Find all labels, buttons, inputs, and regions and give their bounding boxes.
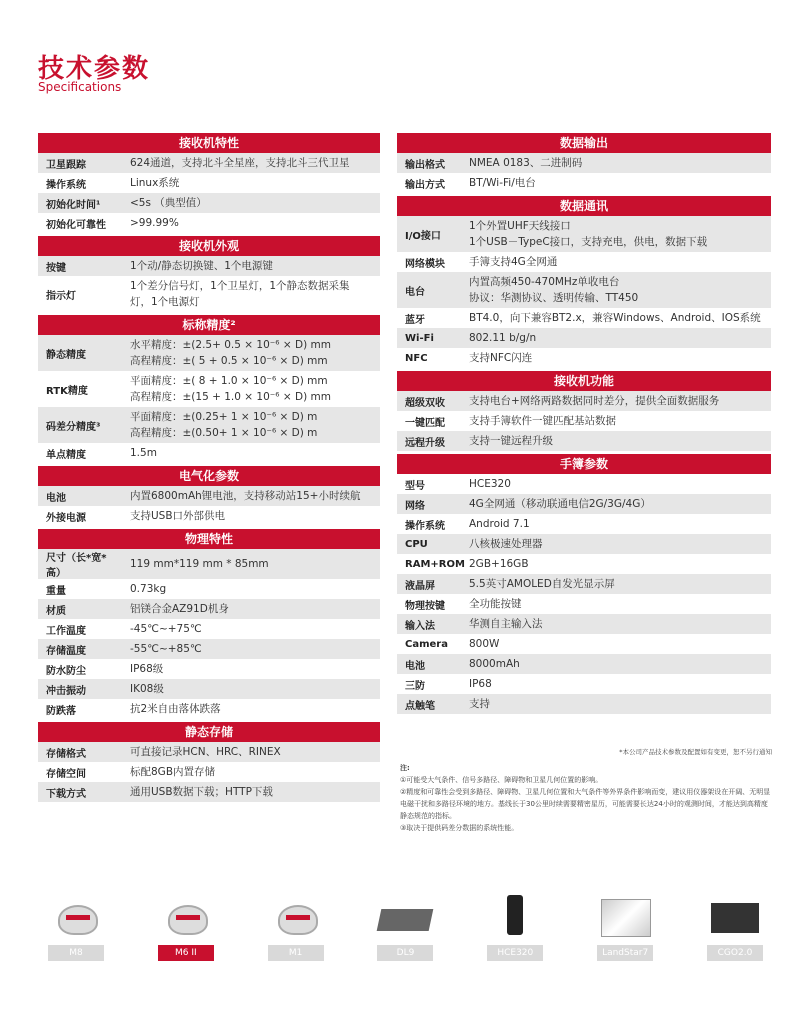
- spec-value: [120, 659, 380, 679]
- spec-value: [459, 216, 771, 252]
- spec-key: 电台: [405, 286, 425, 298]
- spec-value: [120, 619, 380, 639]
- spec-value: [120, 193, 380, 213]
- spec-key: Wi-Fi: [405, 332, 434, 344]
- spec-value-line: BT/Wi-Fi/电台: [469, 177, 536, 189]
- spec-value: [120, 554, 380, 574]
- section-header: 接收机外观: [38, 236, 380, 256]
- disclaimer: *本公司产品技术参数及配置如有变更，恕不另行通知: [619, 748, 772, 756]
- spec-value-line: 5.5英寸AMOLED自发光显示屏: [469, 578, 615, 590]
- spec-value-line: IP68级: [130, 663, 164, 675]
- spec-key: 型号: [405, 480, 425, 492]
- spec-value: [459, 694, 771, 714]
- product-card: [258, 895, 334, 970]
- spec-value-line: 1个USB－TypeC接口，支持充电，供电，数据下载: [469, 236, 708, 248]
- product-card: [697, 895, 773, 970]
- spec-value-line: -45℃~+75℃: [130, 623, 202, 635]
- spec-key: 指示灯: [46, 290, 76, 302]
- spec-row: [397, 594, 771, 614]
- receiver-icon: [266, 895, 326, 939]
- product-label: CGO2.0: [707, 945, 763, 961]
- spec-key: 存储格式: [46, 748, 86, 760]
- spec-row: [397, 153, 771, 173]
- spec-key: 一键匹配: [405, 417, 445, 429]
- spec-key: 下载方式: [46, 788, 86, 800]
- spec-key: 外接电源: [46, 512, 86, 524]
- spec-value: [459, 173, 771, 193]
- note-item-1: ①可能受大气条件、信号多路径、障碍物和卫星几何位置的影响。: [400, 776, 603, 784]
- spec-value-line: <5s （典型值）: [130, 197, 207, 209]
- spec-key: 初始化时间¹: [46, 199, 101, 211]
- spec-key: RAM+ROM: [405, 558, 465, 570]
- spec-row: [38, 335, 380, 371]
- spec-key: CPU: [405, 538, 428, 550]
- spec-value: [120, 335, 380, 371]
- spec-value: [120, 782, 380, 802]
- spec-row: [38, 506, 380, 526]
- product-card: [148, 895, 224, 970]
- spec-value: [459, 554, 771, 574]
- section-header: 接收机功能: [397, 371, 771, 391]
- spec-value: [459, 654, 771, 674]
- section-header: 数据通讯: [397, 196, 771, 216]
- spec-value: [459, 474, 771, 494]
- spec-value-line: HCE320: [469, 478, 511, 490]
- spec-key: 初始化可靠性: [46, 219, 106, 231]
- spec-value: [120, 639, 380, 659]
- spec-value-line: 支持NFC闪连: [469, 352, 533, 364]
- spec-key: 蓝牙: [405, 314, 425, 326]
- spec-key: 操作系统: [405, 520, 445, 532]
- spec-row: [397, 252, 771, 272]
- spec-value-line: 高程精度：±( 5 + 0.5 × 10⁻⁶ × D) mm: [130, 355, 328, 367]
- section-header: 手簿参数: [397, 454, 771, 474]
- spec-value-line: 支持USB口外部供电: [130, 510, 226, 522]
- spec-row: [38, 153, 380, 173]
- spec-value: [459, 594, 771, 614]
- product-label: M1: [268, 945, 324, 961]
- spec-value-line: 高程精度：±(0.50+ 1 × 10⁻⁶ × D) m: [130, 427, 318, 439]
- spec-value: [459, 153, 771, 173]
- spec-value: [459, 348, 771, 368]
- spec-value: [459, 634, 771, 654]
- spec-value-line: 高程精度：±(15 + 1.0 × 10⁻⁶ × D) mm: [130, 391, 331, 403]
- spec-key: 操作系统: [46, 179, 86, 191]
- spec-row: [397, 216, 771, 252]
- software-icon: [705, 895, 765, 939]
- spec-row: [38, 679, 380, 699]
- spec-value: [120, 407, 380, 443]
- spec-row: [397, 474, 771, 494]
- spec-key: 超级双收: [405, 397, 445, 409]
- product-label: M6 II: [158, 945, 214, 961]
- spec-key: 按键: [46, 262, 66, 274]
- receiver-icon: [156, 895, 216, 939]
- spec-row: [397, 348, 771, 368]
- spec-value: [120, 371, 380, 407]
- spec-row: [38, 256, 380, 276]
- spec-row: [38, 213, 380, 233]
- spec-value: [120, 579, 380, 599]
- spec-key: 电池: [46, 492, 66, 504]
- spec-row: [38, 549, 380, 579]
- product-card: [587, 895, 663, 970]
- spec-value-line: NMEA 0183、二进制码: [469, 157, 583, 169]
- spec-row: [397, 411, 771, 431]
- section-header: 物理特性: [38, 529, 380, 549]
- spec-value: [120, 153, 380, 173]
- spec-row: [38, 599, 380, 619]
- section-header: 电气化参数: [38, 466, 380, 486]
- spec-value: [459, 431, 771, 451]
- spec-value-line: 支持: [469, 698, 490, 710]
- spec-value-line: 8000mAh: [469, 658, 520, 670]
- spec-row: [397, 272, 771, 308]
- spec-key: 网络: [405, 500, 425, 512]
- spec-value-line: 平面精度：±( 8 + 1.0 × 10⁻⁶ × D) mm: [130, 375, 328, 387]
- spec-key: 冲击振动: [46, 685, 86, 697]
- spec-key: 码差分精度³: [46, 421, 101, 433]
- note-item-3: ③取决于提供码差分数据的系统性能。: [400, 824, 519, 832]
- spec-value-line: 1个差分信号灯，1个卫星灯，1个静态数据采集: [130, 280, 350, 292]
- left-spec-column: [38, 130, 380, 802]
- spec-row: [38, 619, 380, 639]
- spec-value-line: 全功能按键: [469, 598, 522, 610]
- spec-row: [397, 514, 771, 534]
- spec-value: [120, 213, 380, 233]
- product-card: [477, 895, 553, 970]
- spec-value-line: >99.99%: [130, 217, 179, 229]
- spec-key: 液晶屏: [405, 580, 435, 592]
- spec-value: [459, 328, 771, 348]
- spec-key: 输出格式: [405, 159, 445, 171]
- spec-value: [459, 308, 771, 328]
- spec-key: 点触笔: [405, 700, 435, 712]
- spec-row: [38, 659, 380, 679]
- spec-value: [459, 674, 771, 694]
- spec-row: [38, 579, 380, 599]
- spec-value-line: 支持电台+网络两路数据同时差分，提供全面数据服务: [469, 395, 720, 407]
- spec-value: [459, 514, 771, 534]
- spec-key: RTK精度: [46, 385, 88, 397]
- tablet-icon: [595, 895, 655, 939]
- product-label: M8: [48, 945, 104, 961]
- spec-value: [459, 411, 771, 431]
- spec-value-line: 铝镁合金AZ91D机身: [130, 603, 229, 615]
- spec-value: [120, 762, 380, 782]
- spec-value-line: 1.5m: [130, 447, 157, 459]
- spec-value-line: 内置高频450-470MHz单收电台: [469, 276, 620, 288]
- spec-row: [38, 762, 380, 782]
- spec-key: 单点精度: [46, 449, 86, 461]
- spec-value-line: 标配8GB内置存储: [130, 766, 216, 778]
- spec-value-line: -55℃~+85℃: [130, 643, 202, 655]
- product-card: [38, 895, 114, 970]
- spec-key: 物理按键: [405, 600, 445, 612]
- spec-value-line: 119 mm*119 mm * 85mm: [130, 558, 269, 570]
- spec-value-line: 支持手簿软件一键匹配基站数据: [469, 415, 616, 427]
- spec-value-line: 1个动/静态切换键、1个电源键: [130, 260, 273, 272]
- spec-value: [459, 494, 771, 514]
- spec-value-line: 2GB+16GB: [469, 558, 529, 570]
- spec-value-line: 802.11 b/g/n: [469, 332, 537, 344]
- spec-value: [459, 252, 771, 272]
- spec-value-line: 灯，1个电源灯: [130, 296, 200, 308]
- spec-key: 输入法: [405, 620, 435, 632]
- spec-row: [38, 407, 380, 443]
- spec-row: [397, 494, 771, 514]
- receiver-icon: [46, 895, 106, 939]
- spec-value: [459, 534, 771, 554]
- product-label: LandStar7: [597, 945, 653, 961]
- spec-value-line: 协议：华测协议、透明传输、TT450: [469, 292, 639, 304]
- spec-value-line: BT4.0，向下兼容BT2.x，兼容Windows、Android、IOS系统: [469, 312, 761, 324]
- spec-value: [120, 742, 380, 762]
- spec-value-line: 0.73kg: [130, 583, 167, 595]
- spec-row: [38, 486, 380, 506]
- spec-value-line: 支持一键远程升级: [469, 435, 553, 447]
- spec-key: 防跌落: [46, 705, 76, 717]
- spec-value-line: 华测自主输入法: [469, 618, 543, 630]
- spec-value: [459, 614, 771, 634]
- spec-row: [38, 782, 380, 802]
- spec-value-line: 通用USB数据下载；HTTP下载: [130, 786, 273, 798]
- spec-row: [38, 443, 380, 463]
- note-head: 注:: [400, 764, 410, 772]
- product-label: HCE320: [487, 945, 543, 961]
- spec-value: [120, 699, 380, 719]
- spec-value: [120, 679, 380, 699]
- spec-row: [397, 328, 771, 348]
- note-item-2: ②精度和可靠性会受到多路径、障碍物、卫星几何位置和大气条件等外界条件影响而变，建议用仪器架设在开阔、无明显电磁干扰和多路径环境的地方。基线长于30公里时续需要精密星历，可能需要长达24小时的观测时间，才能达到高精度静态规范的指标。: [400, 788, 771, 820]
- page-title: 技术参数: [38, 54, 151, 84]
- spec-key: 网络模块: [405, 258, 445, 270]
- spec-row: [38, 193, 380, 213]
- page-subtitle: Specifications: [38, 80, 122, 94]
- spec-row: [397, 554, 771, 574]
- spec-key: 尺寸（长*宽*高）: [46, 553, 107, 579]
- spec-row: [397, 694, 771, 714]
- spec-key: 存储空间: [46, 768, 86, 780]
- product-label: DL9: [377, 945, 433, 961]
- spec-value-line: 八核极速处理器: [469, 538, 543, 550]
- spec-key: 三防: [405, 680, 425, 692]
- spec-value-line: IP68: [469, 678, 492, 690]
- spec-row: [397, 674, 771, 694]
- spec-value-line: 1个外置UHF天线接口: [469, 220, 571, 232]
- spec-value-line: 可直接记录HCN、HRC、RINEX: [130, 746, 281, 758]
- spec-row: [397, 634, 771, 654]
- spec-row: [397, 431, 771, 451]
- spec-key: 防水防尘: [46, 665, 86, 677]
- spec-row: [38, 639, 380, 659]
- spec-value: [120, 276, 380, 312]
- spec-row: [38, 276, 380, 312]
- section-header: 接收机特性: [38, 133, 380, 153]
- spec-key: 工作温度: [46, 625, 86, 637]
- spec-row: [397, 574, 771, 594]
- right-spec-column: [397, 130, 771, 714]
- section-header: 数据输出: [397, 133, 771, 153]
- data-logger-icon: [375, 895, 435, 939]
- spec-key: 静态精度: [46, 349, 86, 361]
- spec-value-line: 抗2米自由落体跌落: [130, 703, 221, 715]
- spec-key: 电池: [405, 660, 425, 672]
- section-header: 静态存储: [38, 722, 380, 742]
- spec-key: 卫星跟踪: [46, 159, 86, 171]
- spec-value-line: IK08级: [130, 683, 164, 695]
- spec-key: 远程升级: [405, 437, 445, 449]
- spec-value: [120, 173, 380, 193]
- footnotes: [400, 746, 772, 834]
- spec-value-line: 800W: [469, 638, 500, 650]
- spec-row: [38, 699, 380, 719]
- spec-row: [38, 173, 380, 193]
- spec-value-line: 内置6800mAh锂电池，支持移动站15+小时续航: [130, 490, 361, 502]
- spec-value: [459, 574, 771, 594]
- spec-row: [397, 614, 771, 634]
- spec-value: [459, 391, 771, 411]
- spec-value: [459, 272, 771, 308]
- spec-key: 存储温度: [46, 645, 86, 657]
- spec-value: [120, 599, 380, 619]
- spec-row: [38, 742, 380, 762]
- spec-row: [38, 371, 380, 407]
- handheld-icon: [485, 895, 545, 939]
- spec-row: [397, 173, 771, 193]
- spec-key: I/O接口: [405, 230, 441, 242]
- spec-value: [120, 506, 380, 526]
- spec-row: [397, 391, 771, 411]
- spec-value: [120, 486, 380, 506]
- spec-value-line: 水平精度：±(2.5+ 0.5 × 10⁻⁶ × D) mm: [130, 339, 331, 351]
- spec-value-line: 624通道，支持北斗全星座，支持北斗三代卫星: [130, 157, 350, 169]
- spec-key: 重量: [46, 585, 66, 597]
- spec-value-line: Android 7.1: [469, 518, 530, 530]
- spec-key: NFC: [405, 352, 428, 364]
- product-card: [367, 895, 443, 970]
- spec-row: [397, 534, 771, 554]
- spec-value-line: 手簿支持4G全网通: [469, 256, 558, 268]
- spec-value-line: 平面精度：±(0.25+ 1 × 10⁻⁶ × D) m: [130, 411, 318, 423]
- spec-row: [397, 654, 771, 674]
- spec-value-line: Linux系统: [130, 177, 180, 189]
- product-strip: [38, 895, 773, 970]
- spec-key: 输出方式: [405, 179, 445, 191]
- section-header: 标称精度²: [38, 315, 380, 335]
- spec-value: [120, 443, 380, 463]
- spec-value-line: 4G全网通（移动联通电信2G/3G/4G）: [469, 498, 651, 510]
- spec-row: [397, 308, 771, 328]
- spec-key: 材质: [46, 605, 66, 617]
- spec-key: Camera: [405, 638, 448, 650]
- spec-value: [120, 256, 380, 276]
